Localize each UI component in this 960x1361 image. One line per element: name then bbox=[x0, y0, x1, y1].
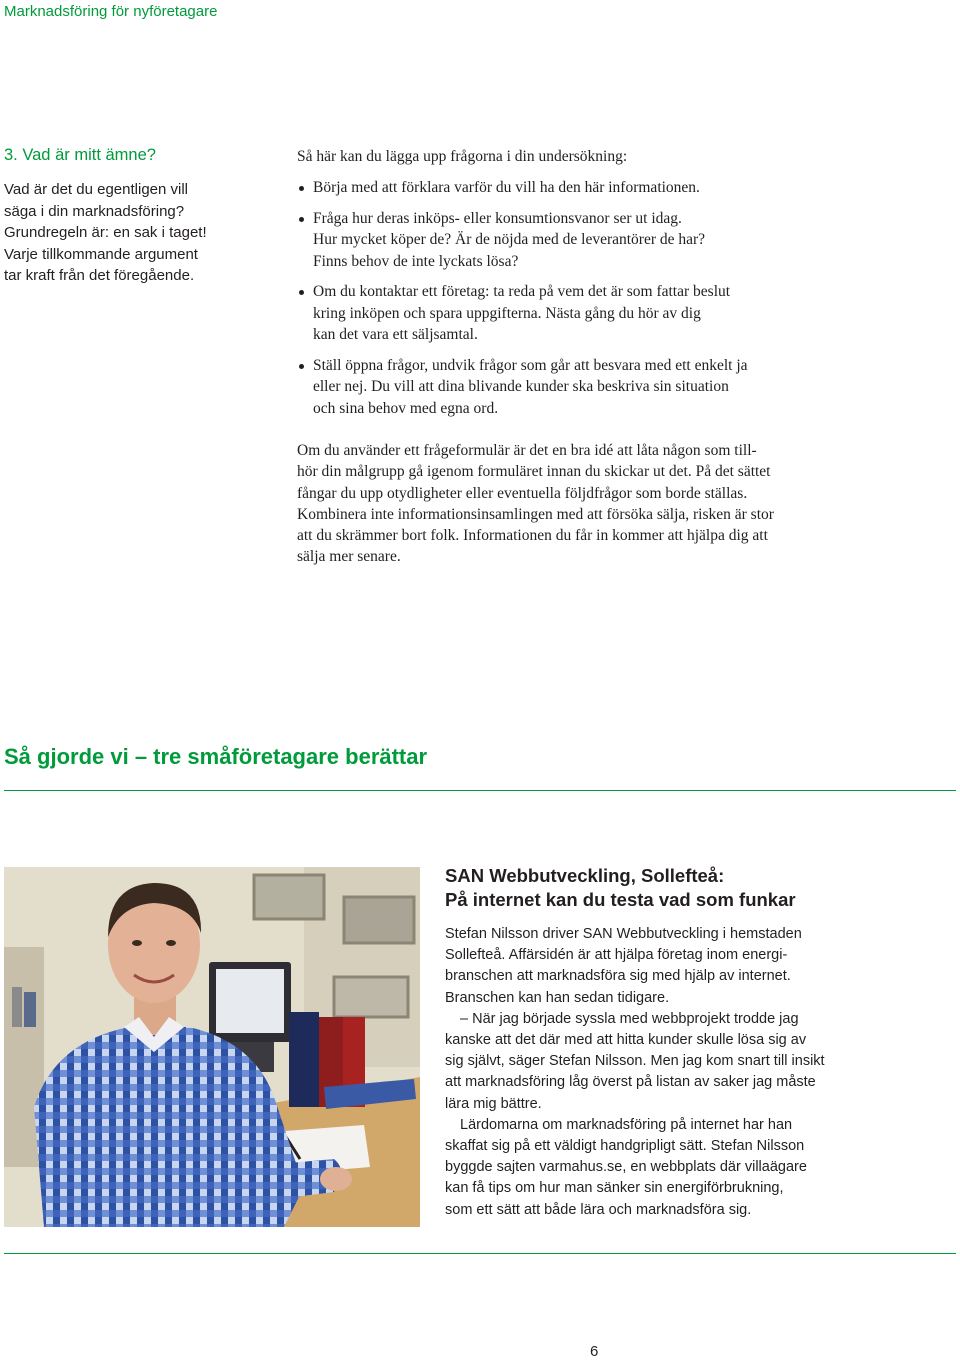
sidebar-line: säga i din marknadsföring? bbox=[4, 202, 185, 220]
footer-divider bbox=[4, 1253, 956, 1254]
article bbox=[445, 864, 945, 1221]
article-line: Sollefteå. Affärsidén är att hjälpa företag inom energi- bbox=[445, 947, 788, 964]
article-line: branschen att marknadsföra sig med hjälp av internet. bbox=[445, 968, 791, 985]
sidebar-line: tar kraft från det föregående. bbox=[4, 267, 195, 284]
paragraph-line: att du skrämmer bort folk. Informationen du får in kommer att hjälpa dig att bbox=[297, 527, 768, 545]
sidebar-line: Grundregeln är: en sak i taget! bbox=[4, 224, 207, 241]
sidebar-line: Varje tillkommande argument bbox=[4, 245, 198, 263]
paragraph-line: sälja mer senare. bbox=[297, 548, 401, 566]
portrait-photo bbox=[4, 867, 420, 1227]
main-column bbox=[297, 146, 857, 428]
article-line: kan få tips om hur man sänker sin energiförbrukning, bbox=[445, 1180, 784, 1197]
sidebar-heading: 3. Vad är mitt ämne? bbox=[4, 146, 156, 164]
article-line: lära mig bättre. bbox=[445, 1095, 542, 1112]
article-line: – När jag började syssla med webbprojekt trodde jag bbox=[460, 1010, 799, 1027]
survey-intro: Så här kan du lägga upp frågorna i din undersökning: bbox=[297, 148, 628, 165]
bullet-line: kan det vara ett säljsamtal. bbox=[313, 326, 478, 343]
bullet-item bbox=[297, 355, 857, 420]
bullet-item bbox=[297, 208, 857, 273]
article-line: att marknadsföring låg överst på listan av saker jag måste bbox=[445, 1074, 816, 1091]
article-line: Stefan Nilsson driver SAN Webbutveckling i hemstaden bbox=[445, 926, 802, 942]
bullet-line: Ställ öppna frågor, undvik frågor som går att besvara med ett enkelt ja bbox=[313, 356, 748, 374]
paragraph-line: Om du använder ett frågeformulär är det en bra idé att låta någon som till- bbox=[297, 442, 757, 459]
section-heading: Så gjorde vi – tre småföretagare berättar bbox=[4, 744, 428, 769]
bullet-line: Börja med att förklara varför du vill ha den här informationen. bbox=[313, 179, 700, 196]
article-line: skaffat sig på ett väldigt handgripligt sätt. Stefan Nilsson bbox=[445, 1138, 805, 1155]
paragraph-line: Kombinera inte informationsinsamlingen med att försöka sälja, risken är stor bbox=[297, 505, 774, 523]
questionnaire-paragraph bbox=[297, 440, 774, 568]
paragraph-line: hör din målgrupp gå igenom formuläret innan du skickar ut det. På det sättet bbox=[297, 463, 771, 481]
running-header: Marknadsföring för nyföretagare bbox=[4, 3, 218, 20]
bullet-line: eller nej. Du vill att dina blivande kunder ska beskriva sin situation bbox=[313, 378, 729, 395]
article-title-headline: På internet kan du testa vad som funkar bbox=[445, 889, 796, 910]
article-body bbox=[445, 924, 945, 1221]
bullet-list bbox=[297, 177, 857, 419]
bullet-line: Fråga hur deras inköps- eller konsumtionsvanor ser ut idag. bbox=[313, 209, 682, 227]
article-line: sig självt, säger Stefan Nilsson. Men jag kom snart till insikt bbox=[445, 1053, 825, 1070]
article-line: byggde sajten varmahus.se, en webbplats där villaägare bbox=[445, 1159, 807, 1176]
section-divider bbox=[4, 790, 956, 791]
article-title-company: SAN Webbutveckling, Sollefteå: bbox=[445, 865, 725, 886]
bullet-line: Hur mycket köper de? Är de nöjda med de leverantörer de har? bbox=[313, 231, 706, 248]
bullet-line: Om du kontaktar ett företag: ta reda på vem det är som fattar beslut bbox=[313, 283, 731, 300]
paragraph-line: fångar du upp otydligheter eller eventuella följdfrågor som borde ställas. bbox=[297, 484, 748, 502]
article-line: Lärdomarna om marknadsföring på internet har han bbox=[460, 1116, 793, 1133]
sidebar bbox=[4, 146, 254, 287]
page-number: 6 bbox=[590, 1343, 599, 1360]
bullet-item bbox=[297, 281, 857, 346]
article-line: Branschen kan han sedan tidigare. bbox=[445, 989, 670, 1006]
article-line: kanske att det där med att hitta kunder skulle lösa sig av bbox=[445, 1032, 807, 1049]
bullet-line: kring inköpen och spara uppgifterna. Nästa gång du hör av dig bbox=[313, 304, 701, 322]
bullet-line: Finns behov de inte lyckats lösa? bbox=[313, 252, 519, 270]
portrait-illustration bbox=[4, 867, 420, 1227]
bullet-item bbox=[297, 177, 857, 199]
bullet-line: och sina behov med egna ord. bbox=[313, 399, 499, 417]
sidebar-line: Vad är det du egentligen vill bbox=[4, 181, 189, 198]
sidebar-text bbox=[4, 179, 254, 287]
article-line: som ett sätt att både lära och marknadsföra sig. bbox=[445, 1201, 752, 1218]
